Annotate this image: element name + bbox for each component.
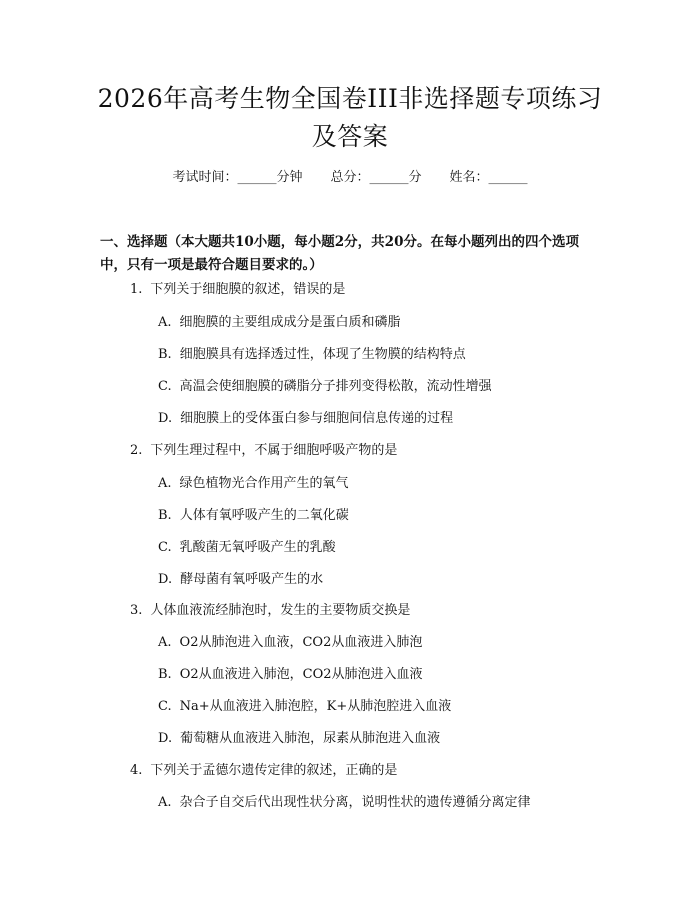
question-number: 2. <box>130 443 143 458</box>
question-2-option-c <box>158 538 336 558</box>
question-2 <box>130 441 397 461</box>
question-stem: 人体血液流经肺泡时，发生的主要物质交换是 <box>150 603 411 618</box>
option-letter: D. <box>158 572 173 587</box>
question-1-option-b <box>158 345 466 365</box>
option-text: 细胞膜具有选择透过性，体现了生物膜的结构特点 <box>179 347 466 362</box>
question-number: 3. <box>130 603 143 618</box>
question-3 <box>130 601 410 621</box>
option-letter: C. <box>158 699 172 714</box>
question-3-option-d <box>158 729 440 749</box>
exam-time-field: 考试时间：______分钟 <box>172 170 303 185</box>
section-heading: 一、选择题（本大题共10小题，每小题2分，共20分。在每小题列出的四个选项中，只有一项是最符合题目要求的。） <box>100 234 579 273</box>
question-stem: 下列关于细胞膜的叙述，错误的是 <box>150 282 346 297</box>
option-text: 细胞膜的主要组成成分是蛋白质和磷脂 <box>179 315 401 330</box>
question-2-option-b <box>158 506 349 526</box>
question-number: 4. <box>130 763 143 778</box>
option-letter: D. <box>158 411 173 426</box>
option-letter: A. <box>158 635 172 650</box>
option-letter: C. <box>158 379 172 394</box>
option-letter: A. <box>158 315 172 330</box>
total-score-field: 总分：______分 <box>330 170 422 185</box>
question-number: 1. <box>130 282 143 297</box>
option-text: 人体有氧呼吸产生的二氧化碳 <box>179 508 349 523</box>
option-text: 酵母菌有氧呼吸产生的水 <box>180 572 324 587</box>
document-title: 2026年高考生物全国卷III非选择题专项练习及答案 <box>97 84 603 151</box>
question-1-option-a <box>158 313 401 333</box>
option-text: Na+从血液进入肺泡腔，K+从肺泡腔进入血液 <box>179 699 452 714</box>
option-text: O2从血液进入肺泡，CO2从肺泡进入血液 <box>179 667 423 682</box>
option-letter: B. <box>158 347 172 362</box>
option-text: 绿色植物光合作用产生的氧气 <box>179 476 349 491</box>
question-3-option-b <box>158 665 423 685</box>
option-letter: A. <box>158 795 172 810</box>
option-text: 细胞膜上的受体蛋白参与细胞间信息传递的过程 <box>180 411 454 426</box>
question-1 <box>130 280 345 300</box>
option-text: 高温会使细胞膜的磷脂分子排列变得松散，流动性增强 <box>179 379 492 394</box>
option-letter: D. <box>158 731 173 746</box>
option-letter: C. <box>158 540 172 555</box>
question-4 <box>130 761 397 781</box>
question-stem: 下列关于孟德尔遗传定律的叙述，正确的是 <box>150 763 398 778</box>
option-text: 乳酸菌无氧呼吸产生的乳酸 <box>179 540 336 555</box>
question-4-option-a <box>158 793 531 813</box>
option-text: 葡萄糖从血液进入肺泡，尿素从肺泡进入血液 <box>180 731 441 746</box>
question-1-option-d <box>158 409 453 429</box>
option-letter: A. <box>158 476 172 491</box>
question-2-option-a <box>158 474 349 494</box>
student-name-field: 姓名：______ <box>449 170 528 185</box>
option-letter: B. <box>158 667 172 682</box>
question-3-option-a <box>158 633 422 653</box>
option-letter: B. <box>158 508 172 523</box>
question-2-option-d <box>158 570 323 590</box>
question-3-option-c <box>158 697 451 717</box>
exam-info-line <box>0 168 700 188</box>
option-text: 杂合子自交后代出现性状分离，说明性状的遗传遵循分离定律 <box>179 795 531 810</box>
question-stem: 下列生理过程中，不属于细胞呼吸产物的是 <box>150 443 398 458</box>
question-1-option-c <box>158 377 492 397</box>
option-text: O2从肺泡进入血液，CO2从血液进入肺泡 <box>179 635 423 650</box>
